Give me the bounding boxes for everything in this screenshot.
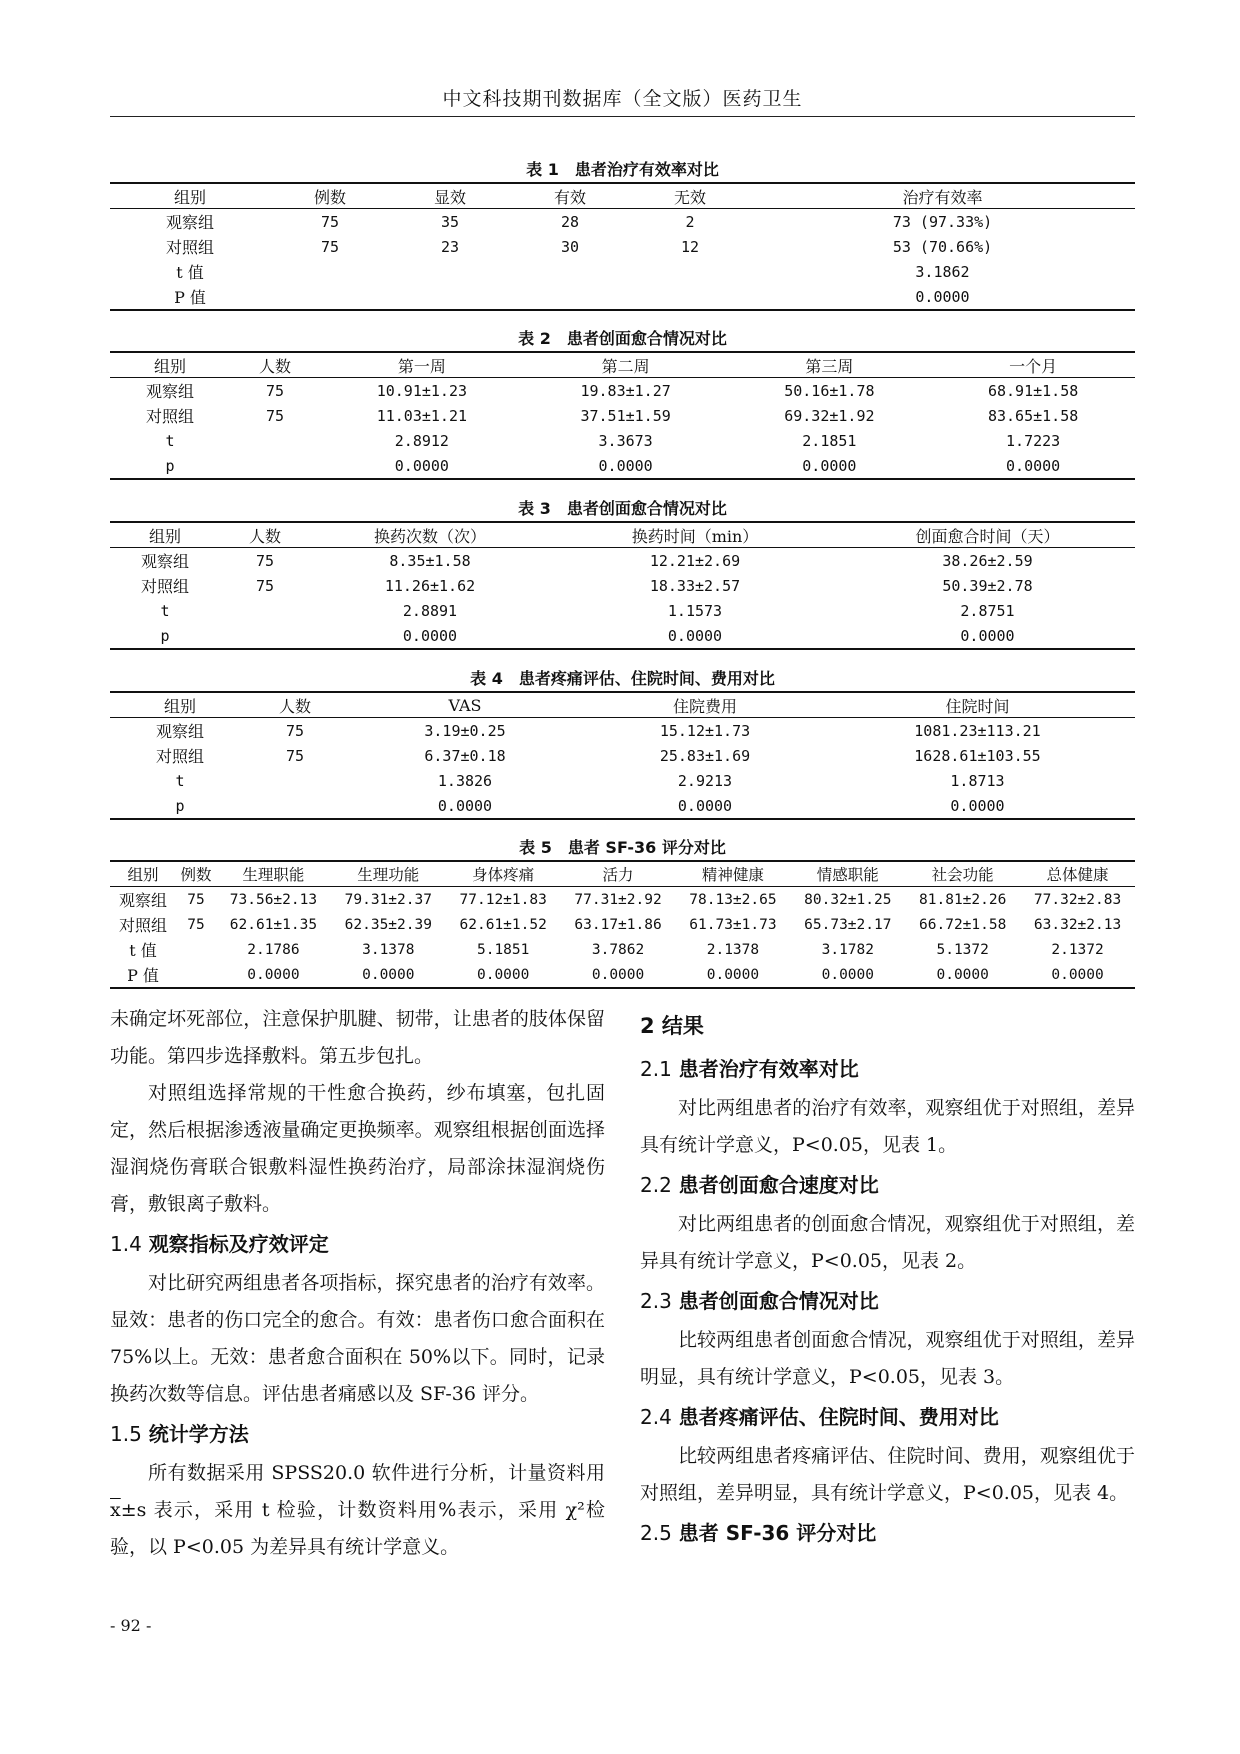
table-header-cell: 组别 [110,692,250,718]
table-cell [230,428,320,453]
table-header-cell: 组别 [110,183,270,209]
table-4-grid [110,691,1135,820]
table-cell: 65.73±2.17 [804,916,892,933]
table-3-title: 表 3 患者创面愈合情况对比 [518,499,727,518]
table-cell [176,962,216,988]
table-cell: 81.81±2.26 [919,891,1007,908]
table-4-title: 表 4 患者疼痛评估、住院时间、费用对比 [470,669,775,688]
table-cell: 25.83±1.69 [659,746,751,765]
table-2-title: 表 2 患者创面愈合情况对比 [518,329,727,348]
table-header-cell: 社会功能 [905,861,1020,887]
table-cell [270,284,390,310]
table-cell [270,259,390,284]
table-cell: 10.91±1.23 [376,381,468,400]
table-header-cell: 生理职能 [216,861,331,887]
table-cell: 3.7862 [591,941,645,958]
table-cell [220,598,310,623]
table-cell: 62.61±1.52 [459,916,547,933]
table-cell: 0.0000 [790,962,905,988]
table-cell: 78.13±2.65 [689,891,777,908]
table-cell: 75 [187,891,205,908]
table-cell: P 值 [110,962,176,988]
table-cell: 2.1851 [802,431,857,450]
table-5-grid [110,860,1135,989]
table-2 [110,327,1135,480]
table-cell: 5.1372 [936,941,989,958]
table-header-cell: 显效 [390,183,510,209]
table-cell: 50.39±2.78 [942,576,1033,595]
table-cell: 77.32±2.83 [1033,891,1122,908]
table-header-cell: 身体疼痛 [446,861,561,887]
table-header-cell: 有效 [510,183,630,209]
table-cell: 0.0000 [931,453,1135,479]
table-cell: 18.33±2.57 [649,576,741,595]
table-header-cell: 人数 [220,522,310,548]
table-cell: 2.9213 [677,771,733,790]
table-cell: 2 [685,212,695,231]
table-1-grid [110,182,1135,311]
table-header-cell: 换药时间（min） [550,522,840,548]
table-header-cell: 创面愈合时间（天） [840,522,1135,548]
section-heading-2-1: 2.1 患者治疗有效率对比 [640,1057,859,1081]
table-cell: 对照组 [145,407,194,426]
table-cell: 观察组 [145,382,194,401]
section-heading-2-2: 2.2 患者创面愈合速度对比 [640,1173,879,1197]
table-header-cell: 总体健康 [1020,861,1135,887]
table-cell: 73.56±2.13 [229,891,318,908]
table-row [110,743,1135,768]
table-cell: 0.0000 [524,453,728,479]
table-cell: 1.3826 [437,771,493,790]
table-cell: 63.32±2.13 [1033,916,1122,933]
table-cell: 80.32±1.25 [804,891,892,908]
table-header-cell: 人数 [230,352,320,378]
table-cell: 2.1786 [247,941,300,958]
table-row [110,403,1135,428]
table-cell: 61.73±1.73 [689,916,777,933]
table-cell: t [160,601,170,620]
table-5 [110,836,1135,989]
table-header-cell: 第三周 [728,352,932,378]
table-header-cell: 生理功能 [331,861,446,887]
section-heading-2-3: 2.3 患者创面愈合情况对比 [640,1289,879,1313]
table-cell: 11.03±1.21 [376,406,468,425]
table-header-cell: 第一周 [320,352,524,378]
table-header-cell: 情感职能 [790,861,905,887]
left-column [110,1001,605,1566]
table-cell: 83.65±1.58 [987,406,1079,425]
table-cell: 77.12±1.83 [459,891,547,908]
section-heading-1-4: 1.4 观察指标及疗效评定 [110,1232,329,1256]
table-3 [110,497,1135,650]
table-cell: 0.0000 [1020,962,1135,988]
table-cell: 2.8751 [960,601,1015,620]
table-cell: 3.19±0.25 [424,721,506,740]
page-number: - 92 - [110,1616,152,1635]
paragraph: 对比两组患者的治疗有效率，观察组优于对照组，差异具有统计学意义，P<0.05，见表 1。 [640,1097,1135,1156]
table-row [110,912,1135,937]
table-cell: 1.7223 [1006,431,1061,450]
table-cell: 0.0000 [905,962,1020,988]
table-header-cell: 人数 [250,692,340,718]
table-row [110,378,1135,404]
table-cell: 6.37±0.18 [424,746,506,765]
table-cell: 5.1851 [476,941,530,958]
table-header-cell: 换药次数（次） [310,522,550,548]
table-1 [110,158,1135,311]
table-header-cell: 组别 [110,352,230,378]
paragraph: 比较两组患者创面愈合情况，观察组优于对照组，差异明显，具有统计学意义，P<0.05，见表 3。 [640,1329,1135,1388]
table-cell: 2.8891 [402,601,458,620]
table-cell: 37.51±1.59 [580,406,671,425]
table-cell: 23 [440,237,460,256]
table-cell: 观察组 [165,213,214,232]
table-cell: 50.16±1.78 [784,381,875,400]
paragraph: 对比两组患者的创面愈合情况，观察组优于对照组，差异具有统计学意义，P<0.05，见表 2。 [640,1213,1135,1272]
table-row [110,259,1135,284]
table-cell: 69.32±1.92 [784,406,875,425]
table-cell: 75 [320,237,340,256]
table-2-grid [110,351,1135,480]
table-cell: 75 [255,551,275,570]
table-cell: 63.17±1.86 [574,916,662,933]
table-cell: 30 [560,237,580,256]
table-cell: p [110,793,250,819]
table-cell: 28 [560,212,580,231]
table-cell: 1628.61±103.55 [914,746,1041,765]
table-header-cell: 活力 [561,861,676,887]
table-cell: 35 [440,212,460,231]
table-row [110,234,1135,259]
table-cell: 观察组 [155,722,204,741]
table-row [110,887,1135,913]
table-header-cell: 一个月 [931,352,1135,378]
paragraph: 对比研究两组患者各项指标，探究患者的治疗有效率。显效：患者的伤口完全的愈合。有效：患者伤口愈合面积在 75%以上。无效：患者愈合面积在 50%以下。同时，记录换药次数等信息。评估患者痛感以及 SF-36 评分。 [110,1272,605,1405]
table-row [110,428,1135,453]
table-cell: 53 (70.66%) [892,237,993,256]
table-cell: 75 [320,212,340,231]
table-cell: 1.1573 [667,601,723,620]
table-cell: 对照组 [118,916,167,935]
table-row [110,768,1135,793]
table-5-title: 表 5 患者 SF-36 评分对比 [519,838,726,857]
table-header-cell: 无效 [630,183,750,209]
table-cell: 75 [187,916,205,933]
section-heading-1-5: 1.5 统计学方法 [110,1422,249,1446]
table-cell: 对照组 [155,747,204,766]
table-cell: 0.0000 [676,962,791,988]
table-cell: 68.91±1.58 [987,381,1079,400]
table-cell: 1.8713 [950,771,1005,790]
table-header-cell: 例数 [176,861,216,887]
table-cell: 75 [285,721,305,740]
table-cell: 观察组 [118,891,167,910]
paragraph: 比较两组患者疼痛评估、住院时间、费用，观察组优于对照组，差异明显，具有统计学意义，P<0.05，见表 4。 [640,1445,1135,1504]
table-cell: 对照组 [140,577,189,596]
table-cell [510,259,630,284]
table-cell: 3.3673 [598,431,653,450]
table-row [110,937,1135,962]
table-cell: 0.0000 [561,962,676,988]
table-cell [390,284,510,310]
table-header-cell: 第二周 [524,352,728,378]
table-cell: 2.1372 [1051,941,1104,958]
paragraph: 对照组选择常规的干性愈合换药，纱布填塞，包扎固定，然后根据渗透液量确定更换频率。观察组根据创面选择湿润烧伤膏联合银敷料湿性换药治疗，局部涂抹湿润烧伤膏，敷银离子敷料。 [110,1082,605,1215]
table-cell: 0.0000 [728,453,932,479]
table-4 [110,667,1135,820]
section-heading-2-4: 2.4 患者疼痛评估、住院时间、费用对比 [640,1405,999,1429]
mean-symbol: $\overline{x}$ [110,1499,121,1521]
table-cell: 62.61±1.35 [229,916,318,933]
table-row [110,548,1135,574]
table-3-grid [110,521,1135,650]
table-row [110,718,1135,744]
table-header-cell: 例数 [270,183,390,209]
table-cell: t [165,431,175,450]
paragraph: 未确定坏死部位，注意保护肌腱、韧带，让患者的肢体保留功能。第四步选择敷料。第五步包扎。 [110,1008,605,1067]
table-cell: p [110,453,230,479]
table-cell: 62.35±2.39 [344,916,432,933]
table-row [110,623,1135,649]
table-cell: 3.1782 [821,941,874,958]
table-cell: 2.8912 [394,431,449,450]
section-heading-2: 2 结果 [640,1014,704,1038]
table-cell: 3.1862 [915,262,970,281]
table-cell: 0.0000 [331,962,446,988]
journal-header: 中文科技期刊数据库（全文版）医药卫生 [442,88,803,110]
table-cell: 2.1378 [706,941,760,958]
table-header-cell: 精神健康 [676,861,791,887]
table-cell [176,937,216,962]
table-cell: 75 [265,406,285,425]
table-cell: 3.1378 [362,941,415,958]
table-cell: 11.26±1.62 [384,576,476,595]
table-header-cell: 治疗有效率 [750,183,1135,209]
table-cell [630,259,750,284]
table-cell: P 值 [110,284,270,310]
right-column [640,1004,1135,1554]
table-cell: 0.0000 [550,623,840,649]
table-cell [510,284,630,310]
table-cell: 观察组 [140,552,189,571]
table-cell: 66.72±1.58 [919,916,1007,933]
table-cell: 0.0000 [820,793,1135,819]
table-cell: 0.0000 [446,962,561,988]
table-row [110,598,1135,623]
table-cell: 1081.23±113.21 [914,721,1041,740]
table-cell: 对照组 [165,238,214,257]
paragraph: 所有数据采用 SPSS20.0 软件进行分析，计量资料用 $\overline{x}\pm s$ 表示，采用 t 检验，计数资料用%表示，采用 χ²检验，以 P<0.05 为差异具有统计学意义。 [110,1462,605,1558]
section-heading-2-5: 2.5 患者 SF-36 评分对比 [640,1521,877,1545]
table-cell: 15.12±1.73 [659,721,751,740]
table-header-cell: 住院费用 [590,692,820,718]
table-cell: 79.31±2.37 [344,891,432,908]
table-cell [250,793,340,819]
table-cell: 77.31±2.92 [574,891,662,908]
table-header-cell: 组别 [110,861,176,887]
table-cell: 19.83±1.27 [580,381,671,400]
table-cell: 75 [265,381,285,400]
table-cell: 0.0000 [310,623,550,649]
table-cell [390,259,510,284]
table-row [110,284,1135,310]
table-cell: 12.21±2.69 [649,551,741,570]
table-cell: 73 (97.33%) [892,212,993,231]
table-header-cell: 组别 [110,522,220,548]
table-row [110,209,1135,235]
table-cell: 0.0000 [590,793,820,819]
table-cell: 0.0000 [216,962,331,988]
table-cell [220,623,310,649]
table-cell: t [175,771,185,790]
header-rule [110,116,1135,117]
table-cell: 0.0000 [320,453,524,479]
table-cell [630,284,750,310]
table-row [110,453,1135,479]
table-row [110,573,1135,598]
table-cell: 0.0000 [340,793,590,819]
table-row [110,793,1135,819]
table-cell: 75 [255,576,275,595]
table-cell: p [110,623,220,649]
table-cell: 0.0000 [840,623,1135,649]
table-cell: t 值 [176,263,204,282]
table-row [110,962,1135,988]
table-cell [230,453,320,479]
table-cell [250,768,340,793]
table-header-cell: 住院时间 [820,692,1135,718]
table-cell: 12 [680,237,700,256]
table-cell: 75 [285,746,305,765]
table-cell: 0.0000 [750,284,1135,310]
table-cell: 8.35±1.58 [389,551,471,570]
table-cell: 38.26±2.59 [942,551,1033,570]
table-header-cell: VAS [340,692,590,718]
table-cell: t 值 [129,941,157,960]
table-1-title: 表 1 患者治疗有效率对比 [526,160,719,179]
